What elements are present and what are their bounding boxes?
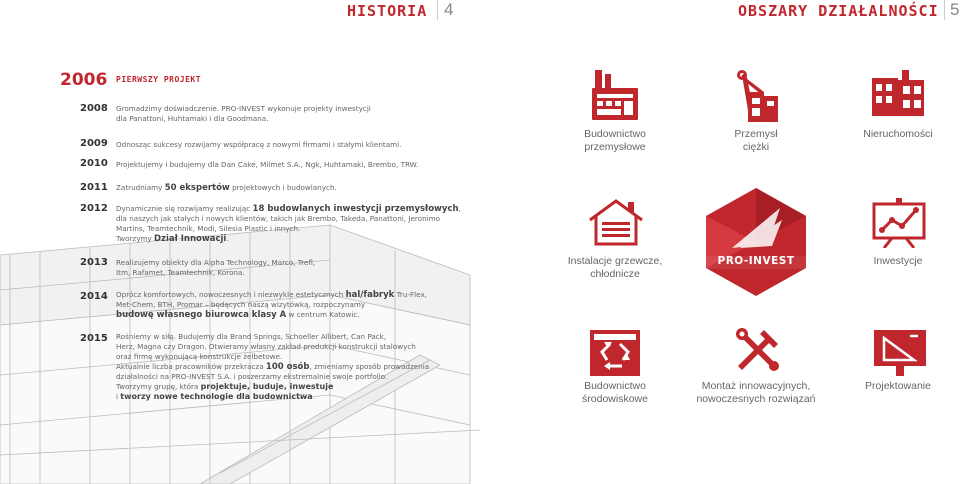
timeline-entry-text: Dynamicznie się rozwijamy realizując 18 budowlanych inwestycji przemysłowych, dla naszych jak stałych i nowych klientów, takich jak Brembo, Takeda, Panattoni, Jeronimo Martins, Teamtechnik, Modi, Silesia Plastic i innych. Tworzymy Dział Innowacji. — [116, 204, 461, 244]
area-label-real-estate: Nieruchomości — [863, 128, 933, 140]
timeline-year: 2012 — [80, 203, 108, 214]
house-heating-icon — [588, 198, 644, 246]
buildings-icon — [872, 70, 924, 116]
obszary-title: OBSZARY DZIAŁALNOŚCI — [738, 2, 939, 20]
area-label-heavy-industry: Przemysł ciężki — [734, 128, 778, 153]
timeline-entry-text: Gromadzimy doświadczenie. PRO-INVEST wykonuje projekty inwestycji dla Panattoni, Huhtamaki i dla Goodmana. — [116, 104, 371, 123]
growth-chart-icon — [872, 198, 926, 248]
timeline-year: 2013 — [80, 257, 108, 268]
header-separator — [437, 0, 438, 20]
timeline-entry-text: Rośniemy w siłę. Budujemy dla Brand Springs, Schoeller Allibert, Can Pack, Herz, Magna czy Dragon. Otwieramy własny zakład produkcji konstrukcji stalowych oraz firmę wykonującą konstrukcje żelbetowe. Aktualnie liczba pracowników przekracza 100 osób, zmieniamy sposób prowadzenia działalności na PRO-INVEST S.A. i poszerzamy ekstremalnie swoje portfolio. Tworzymy grupę, która projektuje, buduje, inwestuje i tworzy nowe technologie dla budownictwa. — [116, 332, 430, 401]
timeline-entry-text: Odnosząc sukcesy rozwijamy współpracę z nowymi firmami i stałymi klientami. — [116, 140, 402, 149]
timeline-entry-text: Realizujemy obiekty dla Alpha Technology, Marco, Trefl, Itm, Rafamet, Teamtechnik, Korona. — [116, 258, 316, 277]
pro-invest-logo — [702, 186, 810, 298]
page-number-left: 4 — [444, 0, 454, 19]
logo-text: PRO-INVEST — [717, 255, 795, 267]
page-number-right: 5 — [950, 0, 960, 19]
tools-icon — [734, 328, 780, 374]
mine-tower-icon — [734, 68, 780, 124]
timeline-year: 2014 — [80, 291, 108, 302]
area-label-investments: Inwestycje — [873, 255, 923, 267]
area-label-heating-cooling: Instalacje grzewcze, chłodnicze — [567, 255, 663, 280]
header-separator — [944, 0, 945, 20]
timeline-entry-text: Projektujemy i budujemy dla Dan Cake, Milmet S.A., Ngk, Huhtamaki, Brembo, TRW. — [116, 160, 419, 169]
timeline-year: 2015 — [80, 333, 108, 344]
area-label-design: Projektowanie — [865, 380, 931, 392]
historia-title: HISTORIA — [347, 2, 428, 20]
first-project-label: PIERWSZY PROJEKT — [116, 75, 202, 84]
factory-icon — [592, 70, 638, 120]
timeline-year: 2011 — [80, 182, 108, 193]
timeline-year: 2008 — [80, 103, 108, 114]
timeline-entry-text: Oprócz komfortowych, nowoczesnych i niezwykle estetycznych hal/fabryk Tru-Flex, Met-Chem, BTH, Promar – będących naszą wizytówką, rozpoczynamy budowę własnego biurowca klasy A w centrum Katowic. — [116, 290, 427, 320]
recycle-icon — [590, 330, 640, 376]
area-label-industrial-construction: Budownictwo przemysłowe — [584, 128, 646, 153]
area-label-environmental-construction: Budownictwo środowiskowe — [582, 380, 648, 405]
start-year: 2006 — [60, 70, 108, 90]
drafting-icon — [874, 330, 926, 376]
timeline-year: 2010 — [80, 158, 108, 169]
area-label-innovative-solutions: Montaż innowacyjnych, nowoczesnych rozwiązań — [696, 380, 816, 405]
timeline-entry-text: Zatrudniamy 50 ekspertów projektowych i budowlanych. — [116, 183, 337, 193]
timeline-year: 2009 — [80, 138, 108, 149]
